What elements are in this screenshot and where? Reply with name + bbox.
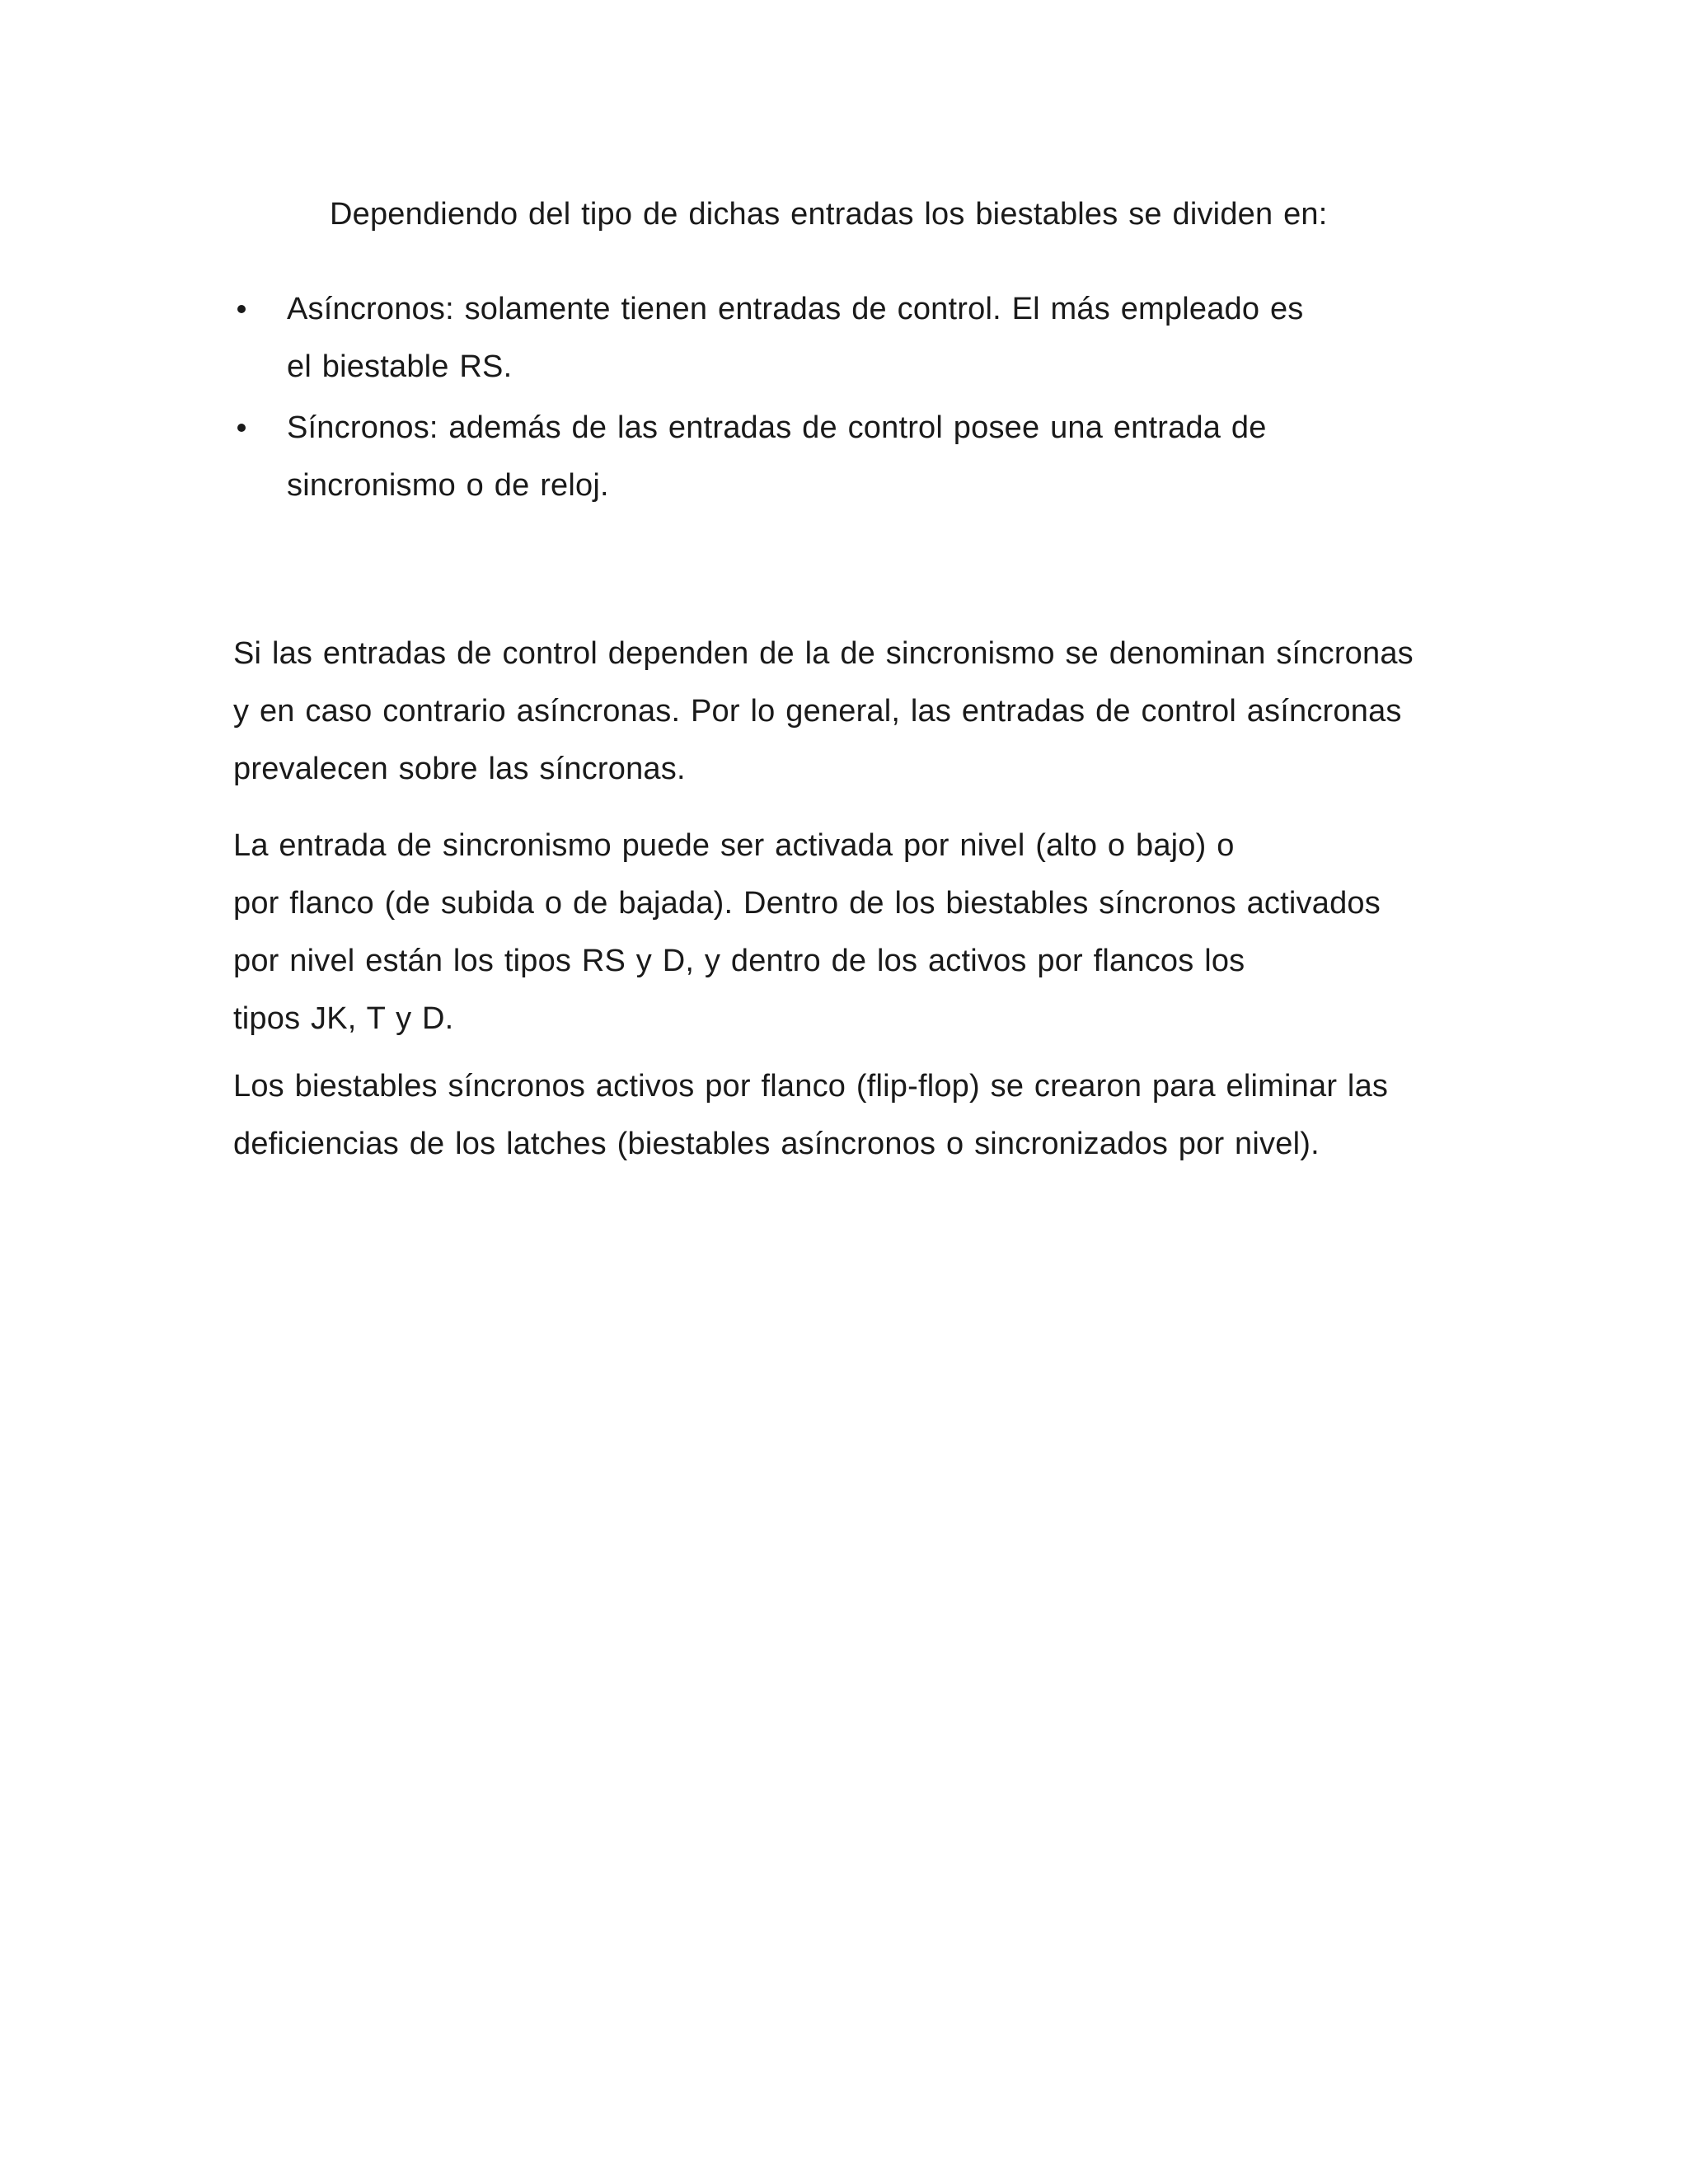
list-item-sincronos	[231, 399, 1385, 514]
list-item-line: Síncronos: además de las entradas de control posee una entrada de	[287, 410, 1267, 445]
paragraph-line: deficiencias de los latches (biestables asíncronos o sincronizados por nivel).	[233, 1127, 1320, 1161]
paragraph-control-inputs	[233, 625, 1453, 798]
list-item-line: sincronismo o de reloj.	[287, 468, 609, 503]
paragraph-line: por nivel están los tipos RS y D, y dentro de los activos por flancos los	[233, 944, 1245, 978]
paragraph-line: prevalecen sobre las síncronas.	[233, 752, 686, 786]
bullet-icon	[237, 305, 246, 313]
paragraph-sync-activation	[233, 817, 1453, 1047]
paragraph-line: tipos JK, T y D.	[233, 1001, 454, 1036]
bullet-icon	[237, 424, 246, 432]
paragraph-line: y en caso contrario asíncronas. Por lo general, las entradas de control asíncronas	[233, 694, 1402, 729]
list-item-asincronos	[231, 280, 1385, 396]
paragraph-line: Si las entradas de control dependen de la de sincronismo se denominan síncronas	[233, 636, 1414, 671]
paragraph-line: Los biestables síncronos activos por flanco (flip-flop) se crearon para eliminar las	[233, 1069, 1389, 1104]
biestable-types-list	[231, 280, 1385, 518]
list-item-line: el biestable RS.	[287, 349, 513, 384]
paragraph-line: por flanco (de subida o de bajada). Dentro de los biestables síncronos activados	[233, 886, 1381, 921]
intro-sentence: Dependiendo del tipo de dichas entradas los biestables se dividen en:	[330, 197, 1328, 232]
list-item-line: Asíncronos: solamente tienen entradas de control. El más empleado es	[287, 292, 1304, 326]
paragraph-flip-flop	[233, 1057, 1453, 1173]
paragraph-line: La entrada de sincronismo puede ser activada por nivel (alto o bajo) o	[233, 828, 1235, 863]
